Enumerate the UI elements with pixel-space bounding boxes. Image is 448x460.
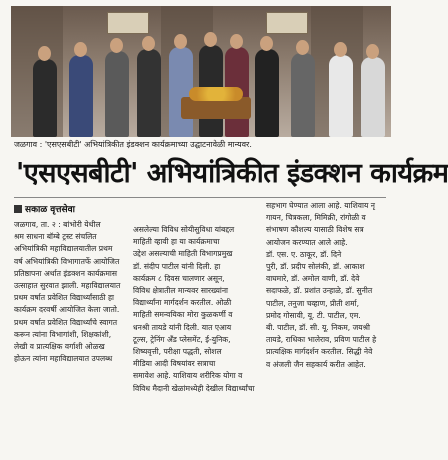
text-line: लेखी व प्रात्यक्षिक वर्गाशी ओळख	[14, 342, 105, 352]
text-line: कार्यक्रम ८ दिवस चालणार असून,	[133, 273, 225, 283]
text-line: शिष्यवृत्ती, परीक्षा पद्धती, सोशल	[133, 347, 222, 357]
divider	[14, 197, 386, 198]
text-line: वर्ष अभियांत्रिकी विभागातर्फे आयोजित	[14, 256, 120, 266]
text-line: समावेश आहे. याशिवाय शरीरिक योगा व	[133, 371, 243, 381]
text-line: व अंजली जैन सहकार्य करीत आहेत.	[266, 359, 366, 369]
article-headline: 'एसएसबीटी' अभियांत्रिकीत इंडक्शन कार्यक्रम	[16, 158, 448, 189]
text-line: विविध मैदानी खेळांमध्येही देखील विद्यार्थ्यांचा	[133, 383, 255, 393]
text-line: डॉ. संदीप पाटील यांनी दिली. हा	[133, 261, 221, 271]
text-line: तायडे, राधिका भालेराव, प्रविण पाटील हे	[266, 335, 377, 345]
article-column-3	[266, 200, 390, 436]
text-line: मीडिया आदी विषयांवर सत्राचा	[133, 359, 216, 369]
text-line: कार्यक्रम दरवर्षी आयोजित केला जातो.	[14, 305, 120, 315]
text-line: प्रमोद गोसावी, यू. टी. पाटील, एम.	[266, 310, 361, 320]
text-line: डॉ. एस. ए. ठाकूर, डॉ. दिने	[266, 249, 342, 259]
text-line: संभाषण कौशल्य यासाठी विशेष सत्र	[266, 225, 364, 235]
photo-caption: जळगाव : 'एसएसबीटी' अभियांत्रिकीत इंडक्शन कार्यक्रमाच्या उद्घाटनावेळी मान्यवर.	[14, 140, 252, 149]
text-line: टूल्स, ट्रेनिंग ॲंड प्लेसमेंट, ई-युनिक,	[133, 334, 231, 344]
byline	[14, 203, 114, 217]
article-column-1	[14, 219, 129, 394]
byline-marker-icon	[14, 205, 22, 213]
text-line: सहभाग घेण्यात आला आहे. याशिवाय नृ	[266, 201, 376, 210]
text-line: होऊन त्यांना महाविद्यालयात उपलब्ध	[14, 354, 113, 364]
text-line: माहिती व्हावी हा या कार्यक्रमाचा	[133, 237, 220, 247]
byline-text: सकाळ वृत्तसेवा	[25, 205, 75, 215]
text-line: पुरी, डॉ. प्रदीप सोलंकी, डॉ. आकाश	[266, 262, 365, 272]
text-line: विद्यार्थ्यांना मार्गदर्शन करतील. ओळी	[133, 298, 232, 308]
text-line: सदाफळे, डॉ. प्रशांत उन्हाळे, डॉ. सुनीत	[266, 286, 373, 296]
text-line: अभियांत्रिकी महाविद्यालयातील प्रथम	[14, 244, 113, 254]
text-line: माहिती समन्वयिका मोरा कुळकर्णी व	[133, 310, 233, 320]
text-line: आयोजन करण्यात आले आहे.	[266, 237, 348, 247]
text-line: प्रतिष्ठापना अर्थात इंडक्शन कार्यक्रमास	[14, 268, 118, 278]
text-line: धनश्री तायडे यांनी दिली. यात एआय	[133, 322, 232, 332]
text-line: प्रात्यक्षिक मार्गदर्शन करतील. सिद्धी नेवे	[266, 347, 373, 357]
text-line: विविध क्षेत्रातील मान्यवर सारख्यांना	[133, 286, 229, 296]
text-line: प्रथम वर्षात प्रवेशित विद्यार्थ्यांसाठी हा	[14, 293, 114, 303]
text-line: उत्साहात सुरवात झाली. महाविद्यालयात	[14, 281, 121, 291]
text-line: बी. पाटील, डॉ. सी. यू. निकम, जयश्री	[266, 323, 370, 333]
event-photo	[11, 6, 391, 137]
text-line: उद्देश असल्याची माहिती विभागप्रमुख	[133, 249, 233, 259]
text-line: प्रथम वर्षात प्रवेशित विद्यार्थ्यांचे स्वागत	[14, 317, 118, 327]
text-line: करून त्यांना विभागांशी, शिक्षकांशी,	[14, 329, 112, 339]
text-line: गायन, चित्रकला, मिमिक्री, रांगोळी व	[266, 213, 366, 223]
text-line: जळगाव, ता. २ : बांभोरी येथील	[14, 220, 101, 229]
text-line: असलेल्या विविध सोयीसुविधा यांबद्दल	[133, 225, 235, 234]
text-line: पाटील, तनुजा चव्हाण, प्रीती शर्मा,	[266, 298, 360, 308]
text-line: वाघमारे, डॉ. अमोल वाणी, डॉ. देवे	[266, 274, 360, 284]
article-column-2	[133, 224, 261, 460]
text-line: श्रम साधना बॉम्बे ट्रस्ट संचलित	[14, 232, 97, 242]
